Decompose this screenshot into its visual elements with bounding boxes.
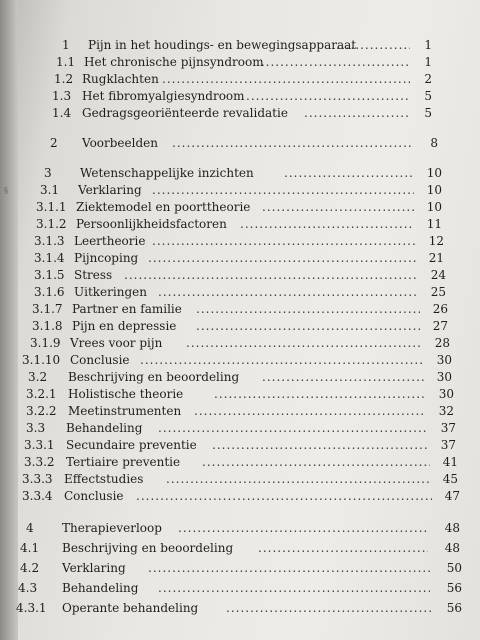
toc-entry-number: 3.1.4 <box>34 251 65 265</box>
toc-entry-number: 1.4 <box>52 106 72 120</box>
toc-entry-title: Gedragsgeoriënteerde revalidatie <box>82 106 288 120</box>
toc-leader-dots <box>304 106 410 120</box>
toc-entry-page: 37 <box>440 421 456 435</box>
toc-entry-number: 3.3.4 <box>22 489 53 503</box>
toc-entry-page: 2 <box>424 72 432 86</box>
toc-entry-page: 25 <box>430 285 446 299</box>
toc-entry-page: 56 <box>446 581 462 595</box>
toc-entry-number: 3.1.6 <box>34 285 65 299</box>
toc-entry-number: 1.2 <box>54 72 74 86</box>
toc-leader-dots <box>240 217 414 231</box>
toc-entry-title: Voorbeelden <box>82 136 158 150</box>
toc-entry-title: Meetinstrumenten <box>68 404 182 418</box>
toc-entry-title: Beschrijving en beoordeling <box>62 541 234 555</box>
toc-entry-number: 3.2.2 <box>26 404 57 418</box>
toc-entry-number: 4.1 <box>20 541 40 555</box>
toc-entry-number: 3.2.1 <box>26 387 57 401</box>
toc-entry-number: 4.2 <box>20 561 40 575</box>
toc-entry-number: 3.1.8 <box>32 319 63 333</box>
toc-entry-page: 47 <box>444 489 460 503</box>
toc-entry-number: 1.3 <box>52 89 72 103</box>
toc-entry <box>0 561 480 581</box>
toc-entry-title: Behandeling <box>66 421 143 435</box>
toc-entry-number: 3.1.5 <box>34 268 65 282</box>
toc-entry-page: 41 <box>442 455 458 469</box>
toc-entry-number: 4 <box>26 521 34 535</box>
toc-entry-number: 4.3.1 <box>16 601 47 615</box>
toc-entry-number: 3.2 <box>28 370 48 384</box>
toc-entry-page: 37 <box>440 438 456 452</box>
toc-leader-dots <box>166 472 430 486</box>
toc-entry-page: 45 <box>442 472 458 486</box>
toc-entry-page: 56 <box>446 601 462 615</box>
toc-entry-title: Behandeling <box>62 581 139 595</box>
toc-leader-dots <box>262 200 414 214</box>
toc-leader-dots <box>202 455 430 469</box>
toc-entry <box>0 581 480 601</box>
toc-entry-title: Het chronische pijnsyndroom <box>84 55 264 69</box>
toc-entry-title: Partner en familie <box>72 302 182 316</box>
toc-entry-title: Ziektemodel en poorttheorie <box>76 200 251 214</box>
toc-leader-dots <box>262 370 424 384</box>
toc-leader-dots <box>162 72 410 86</box>
toc-entry-number: 1.1 <box>56 55 76 69</box>
toc-entry-title: Pijn in het houdings- en bewegingsapparaat <box>88 38 357 52</box>
toc-entry-page: 10 <box>426 200 442 214</box>
toc-entry-title: Tertiaire preventie <box>66 455 181 469</box>
toc-entry <box>0 489 480 509</box>
toc-entry-title: Secundaire preventie <box>66 438 197 452</box>
toc-leader-dots <box>196 319 420 333</box>
toc-entry <box>0 521 480 541</box>
toc-entry-page: 11 <box>426 217 442 231</box>
toc-entry-page: 8 <box>430 136 438 150</box>
toc-entry-title: Therapieverloop <box>62 521 162 535</box>
toc-entry-title: Leertheorie <box>74 234 146 248</box>
toc-entry-title: Operante behandeling <box>62 601 199 615</box>
toc-entry-number: 3.1.10 <box>22 353 61 367</box>
toc-entry <box>0 106 480 126</box>
toc-leader-dots <box>178 521 428 535</box>
toc-entry <box>0 541 480 561</box>
toc-leader-dots <box>186 336 422 350</box>
toc-entry-page: 30 <box>436 370 452 384</box>
toc-entry-page: 28 <box>434 336 450 350</box>
toc-entry-page: 24 <box>430 268 446 282</box>
toc-entry-number: 3.1 <box>40 183 60 197</box>
toc-leader-dots <box>196 302 420 316</box>
toc-entry-number: 4.3 <box>18 581 38 595</box>
toc-entry-page: 30 <box>438 387 454 401</box>
toc-entry-page: 1 <box>424 55 432 69</box>
toc-entry-number: 3.3 <box>26 421 46 435</box>
toc-leader-dots <box>246 89 410 103</box>
toc-leader-dots <box>158 421 428 435</box>
toc-leader-dots <box>194 404 426 418</box>
toc-entry-page: 10 <box>426 166 442 180</box>
toc-entry-number: 3.3.1 <box>24 438 55 452</box>
toc-entry-number: 3.1.3 <box>34 234 65 248</box>
toc-entry-title: Effectstudies <box>64 472 144 486</box>
toc-leader-dots <box>256 55 410 69</box>
toc-leader-dots <box>152 234 416 248</box>
toc-entry-page: 27 <box>432 319 448 333</box>
toc-entry-number: 3.1.7 <box>32 302 63 316</box>
toc-leader-dots <box>140 353 424 367</box>
toc-leader-dots <box>336 38 410 52</box>
toc-entry-title: Vrees voor pijn <box>70 336 163 350</box>
toc-entry-page: 12 <box>428 234 444 248</box>
toc-entry-title: Wetenschappelijke inzichten <box>80 166 254 180</box>
margin-mark: § <box>4 186 8 195</box>
toc-leader-dots <box>212 438 428 452</box>
toc-leader-dots <box>158 285 418 299</box>
toc-entry-number: 3 <box>44 166 52 180</box>
toc-entry-title: Persoonlijkheidsfactoren <box>76 217 227 231</box>
toc-leader-dots <box>158 581 430 595</box>
toc-entry-page: 21 <box>428 251 444 265</box>
toc-entry-number: 3.3.2 <box>24 455 55 469</box>
toc-leader-dots <box>136 489 432 503</box>
toc-entry-number: 3.1.2 <box>36 217 67 231</box>
toc-entry <box>0 601 480 621</box>
toc-entry-title: Pijn en depressie <box>72 319 177 333</box>
toc-entry-page: 5 <box>424 89 432 103</box>
toc-entry-title: Verklaring <box>62 561 126 575</box>
toc-entry-number: 3.1.1 <box>36 200 67 214</box>
toc-entry-page: 48 <box>444 541 460 555</box>
toc-entry-title: Stress <box>74 268 113 282</box>
toc-leader-dots <box>258 541 428 555</box>
toc-entry-title: Het fibromyalgiesyndroom <box>82 89 245 103</box>
toc-leader-dots <box>124 268 418 282</box>
toc-entry-page: 30 <box>436 353 452 367</box>
toc-entry <box>0 136 480 156</box>
toc-entry-number: 3.3.3 <box>22 472 53 486</box>
toc-entry-number: 2 <box>50 136 58 150</box>
toc-entry-title: Beschrijving en beoordeling <box>68 370 240 384</box>
toc-entry-title: Conclusie <box>70 353 130 367</box>
toc-entry-number: 3.1.9 <box>30 336 61 350</box>
toc-entry-page: 48 <box>444 521 460 535</box>
toc-leader-dots <box>284 166 414 180</box>
toc-leader-dots <box>226 601 432 615</box>
toc-leader-dots <box>148 251 416 265</box>
toc-entry-title: Uitkeringen <box>74 285 147 299</box>
toc-entry-page: 32 <box>438 404 454 418</box>
toc-entry-title: Verklaring <box>78 183 142 197</box>
toc-entry-page: 10 <box>426 183 442 197</box>
toc-entry-number: 1 <box>62 38 70 52</box>
toc-leader-dots <box>148 561 430 575</box>
toc-entry-title: Holistische theorie <box>68 387 184 401</box>
toc-entry-title: Conclusie <box>64 489 124 503</box>
toc-entry-page: 5 <box>424 106 432 120</box>
toc-entry-page: 1 <box>424 38 432 52</box>
toc-leader-dots <box>172 136 414 150</box>
toc-entry-title: Rugklachten <box>82 72 159 86</box>
toc-leader-dots <box>152 183 414 197</box>
toc-entry-page: 50 <box>446 561 462 575</box>
toc-entry-page: 26 <box>432 302 448 316</box>
toc-leader-dots <box>214 387 426 401</box>
toc-entry-title: Pijncoping <box>74 251 139 265</box>
